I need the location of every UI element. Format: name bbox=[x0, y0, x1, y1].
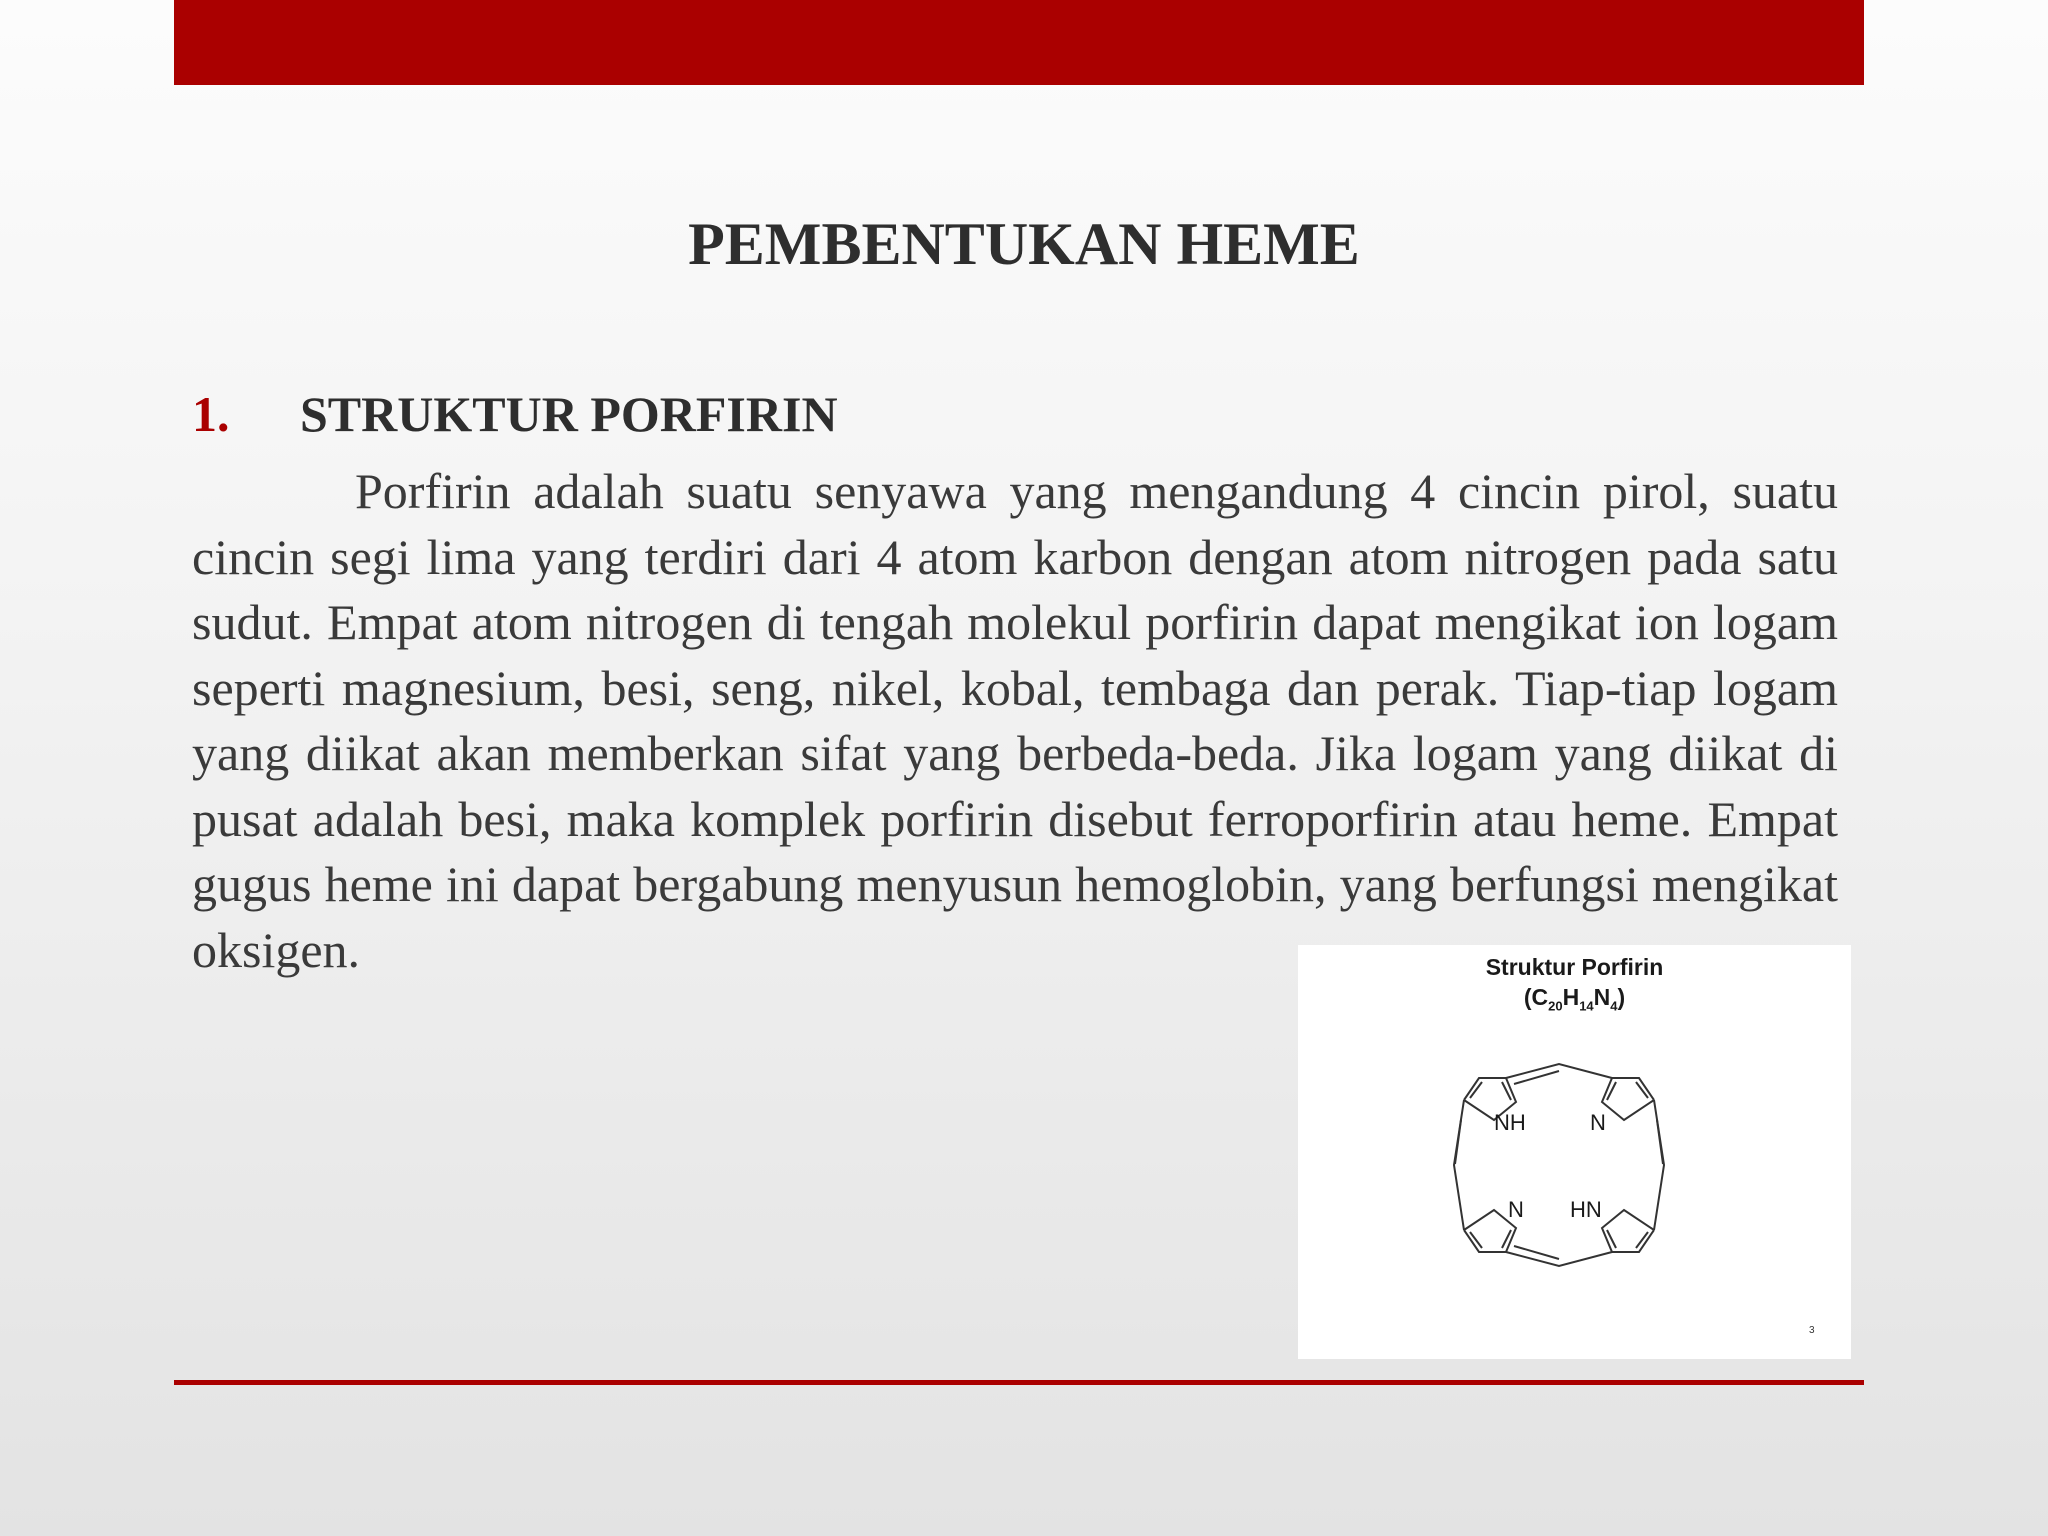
porphyrin-figure bbox=[1298, 945, 1851, 1359]
top-accent-bar bbox=[174, 0, 1864, 85]
porphyrin-structure-diagram bbox=[1444, 1060, 1674, 1270]
figure-formula: $(C_{20}H_{14}N_4)$ bbox=[1523, 984, 1626, 1014]
atom-label-n-bottom: N bbox=[1508, 1197, 1524, 1222]
slide-title: PEMBENTUKAN HEME bbox=[688, 211, 1360, 277]
section-number: 1. bbox=[192, 386, 230, 442]
page-number: 3 bbox=[1809, 1325, 1815, 1336]
figure-title: Struktur Porfirin bbox=[1485, 954, 1664, 980]
atom-label-n-top: N bbox=[1590, 1110, 1606, 1135]
bottom-accent-rule bbox=[174, 1380, 1864, 1385]
body-paragraph bbox=[192, 459, 1838, 983]
section-heading-text: STRUKTUR PORFIRIN bbox=[300, 386, 838, 442]
paragraph-text: Porfirin adalah suatu senyawa yang mengandung 4 cincin pirol, suatu cincin segi lima yang terdiri dari 4 atom karbon dengan atom nitrogen pada satu sudut. Empat atom nitrogen di tengah molekul porfirin dapat mengikat ion logam seperti magnesium, besi, seng, nikel, kobal, tembaga dan perak. Tiap-tiap logam yang diikat akan memberkan sifat yang berbeda-beda. Jika logam yang diikat di pusat adalah besi, maka komplek porfirin disebut ferroporfirin atau heme. Empat gugus heme ini dapat bergabung menyusun hemoglobin, yang berfungsi mengikat oksigen. bbox=[192, 463, 1838, 978]
atom-label-nh: NH bbox=[1494, 1110, 1526, 1135]
atom-label-hn: HN bbox=[1570, 1197, 1602, 1222]
section-heading bbox=[192, 380, 838, 448]
